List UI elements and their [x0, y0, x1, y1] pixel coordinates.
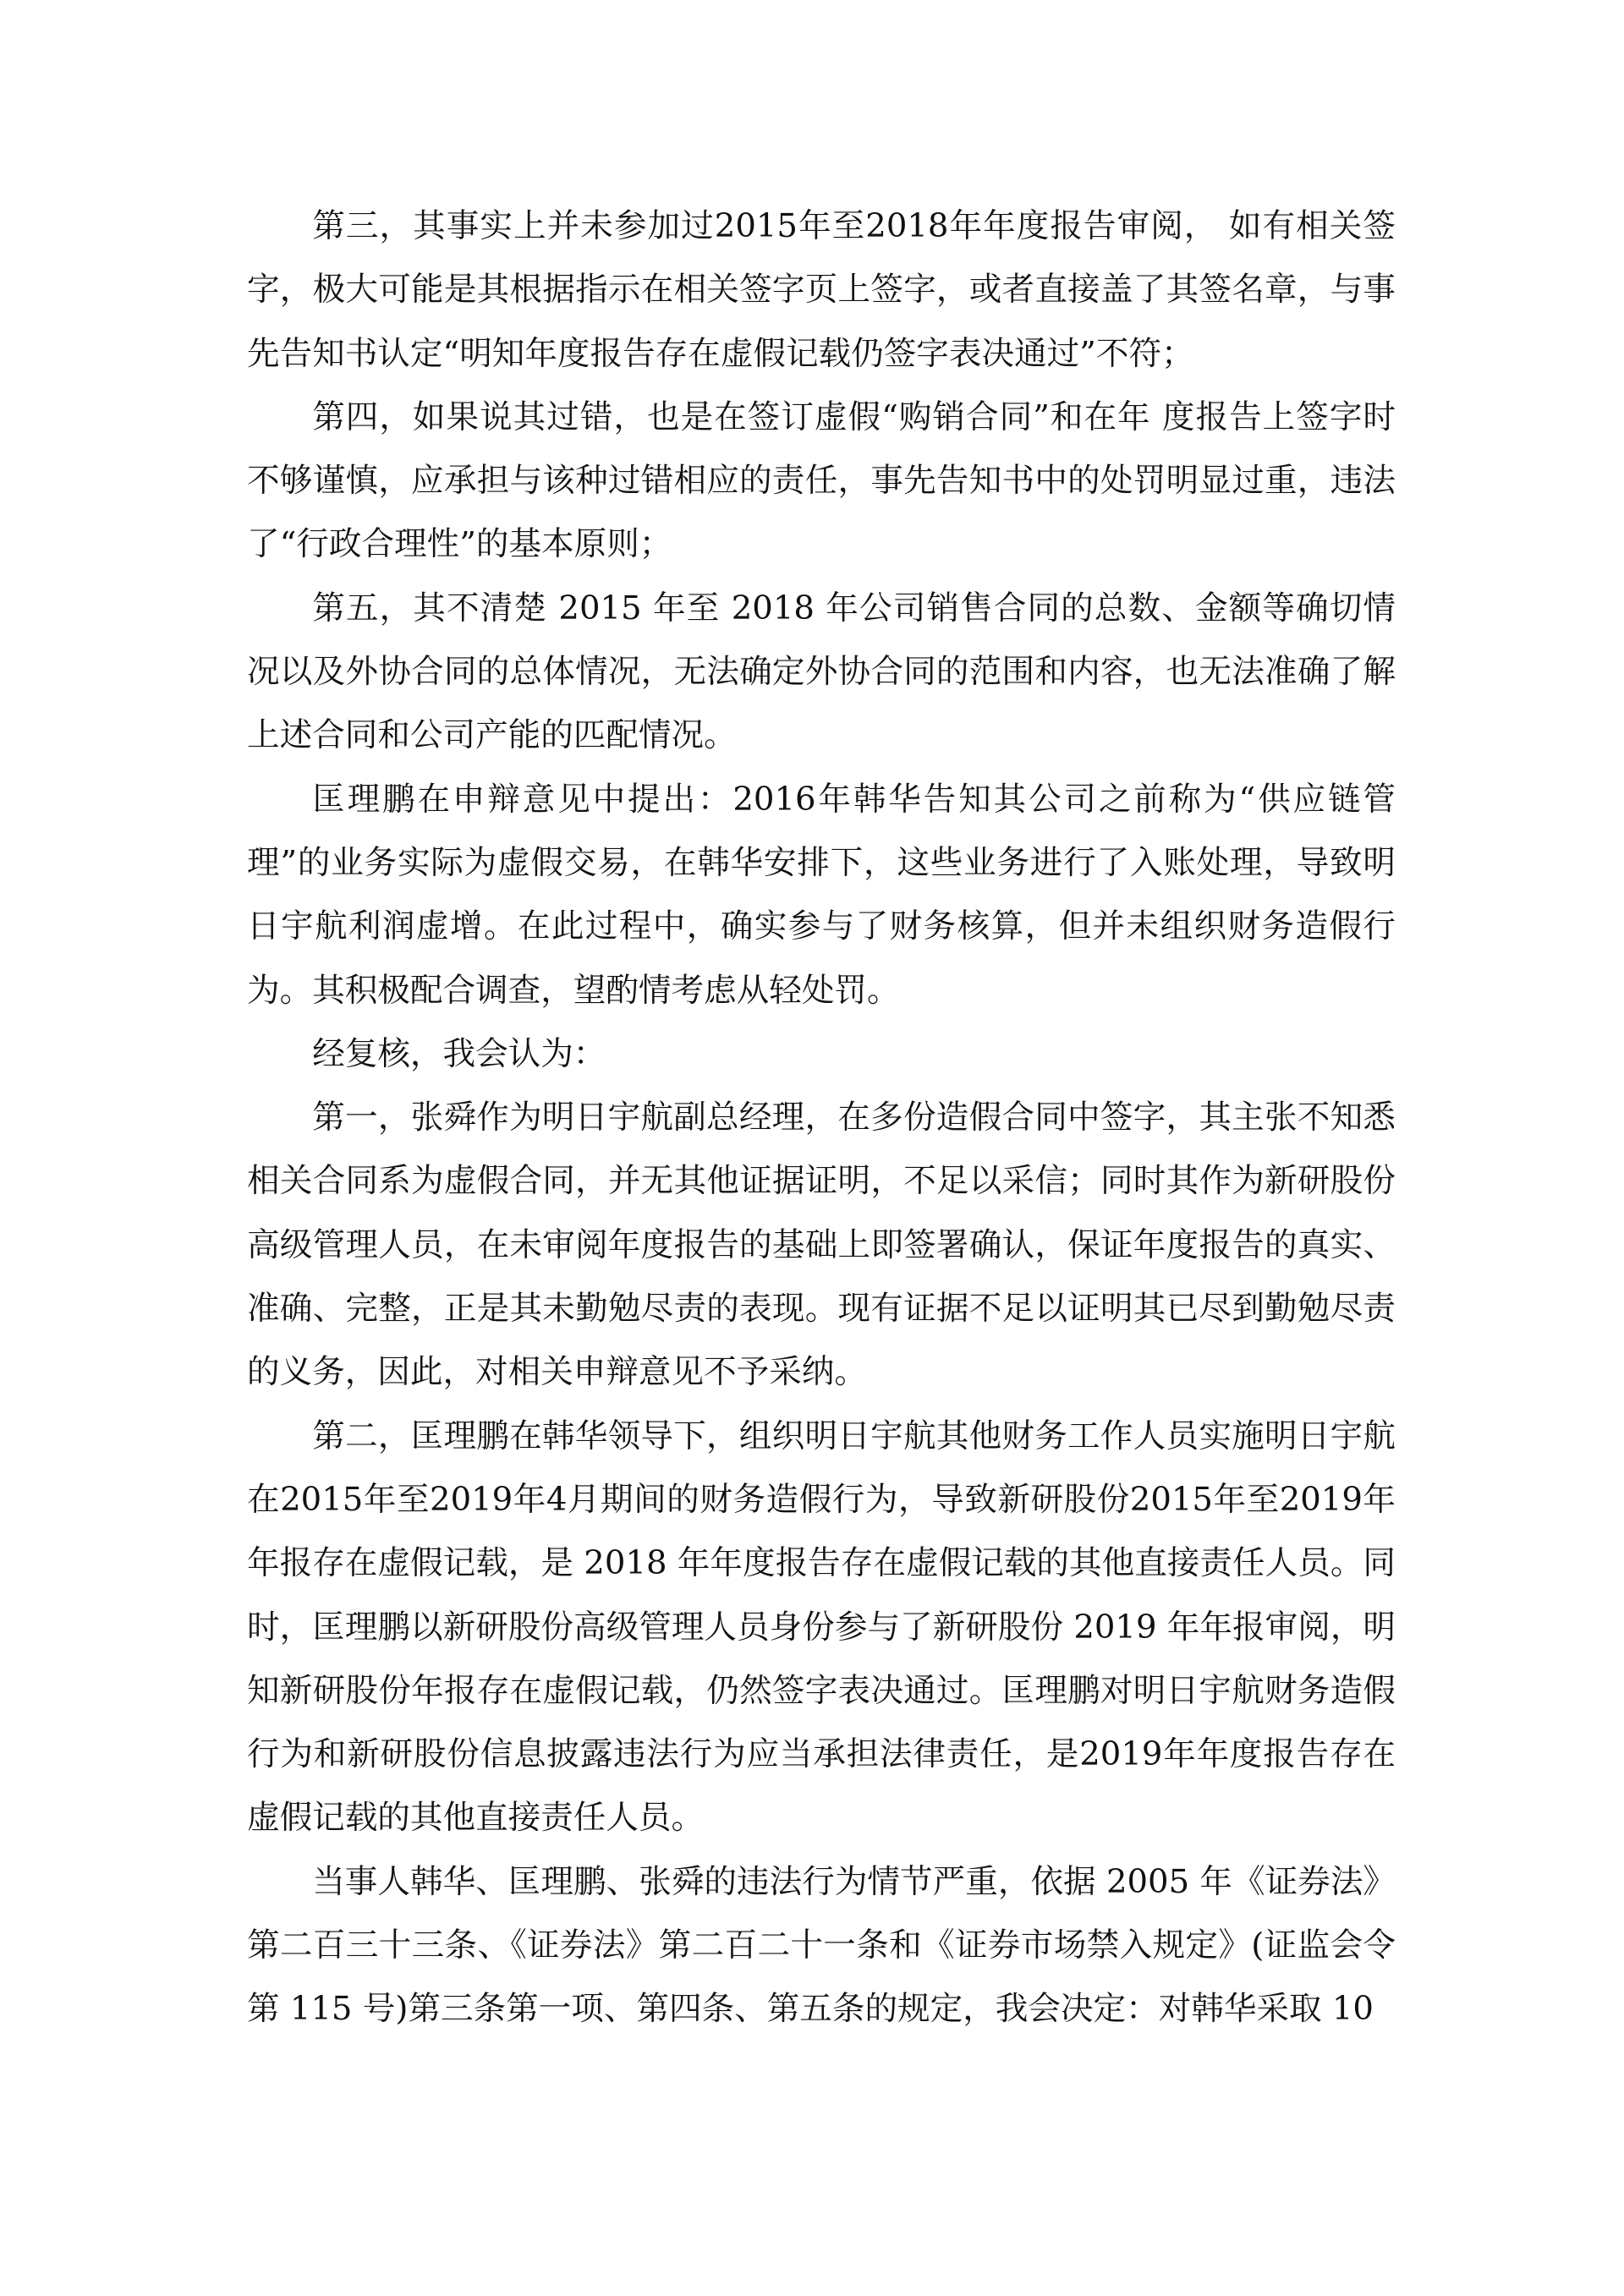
document-body [247, 195, 1396, 2041]
paragraph-review-second: 第二，匡理鹏在韩华领导下，组织明日宇航其他财务工作人员实施明日宇航在2015年至2019年4月期间的财务造假行为，导致新研股份2015年至2019年年报存在虚假记载，是 2018 年年度报告存在虚假记载的其他直接责任人员。同时，匡理鹏以新研股份高级管理人员身份参与了新研股份 2019 年年报审阅，明 知新研股份年报存在虚假记载，仍然签字表决通过。匡理鹏对明日宇航财务造假行为和新研股份信息披露违法行为应当承担法律责任，是2019年年度报告存在虚假记载的其他直接责任人员。 [247, 1417, 1396, 1838]
paragraph-review-first: 第一，张舜作为明日宇航副总经理，在多份造假合同中签字，其主张不知悉相关合同系为虚假合同，并无其他证据证明，不足以采信；同时其作为新研股份高级管理人员，在未审阅年度报告的基础上即签署确认，保证年度报告的真实、准确、完整，正是其未勤勉尽责的表现。现有证据不足以证明其已尽到勤勉尽责的义务，因此，对相关申辩意见不予采纳。 [247, 1099, 1396, 1392]
paragraph-review-intro: 经复核，我会认为： [312, 1034, 606, 1073]
paragraph-fourth-point: 第四，如果说其过错，也是在签订虚假“购销合同”和在年 度报告上签字时不够谨慎，应承担与该种过错相应的责任，事先告知书中的处罚明显过重，违法了“行政合理性”的基本原则； [247, 397, 1396, 564]
paragraph-third-point: 第三，其事实上并未参加过2015年至2018年年度报告审阅， 如有相关签字，极大可能是其根据指示在相关签字页上签字，或者直接盖了其签名章，与事先告知书认定“明知年度报告存在虚假记载仍签字表决通过”不符； [247, 207, 1396, 373]
paragraph-decision: 当事人韩华、匡理鹏、张舜的违法行为情节严重，依据 2005 年《证券法》第二百三十三条、《证券法》第二百二十一条和《证券市场禁入规定》(证监会令第 115 号)第三条第一项、第四条、第五条的规定，我会决定：对韩华采取 10 [247, 1862, 1396, 2029]
paragraph-fifth-point: 第五，其不清楚 2015 年至 2018 年公司销售合同的总数、金额等确切情况以及外协合同的总体情况，无法确定外协合同的范围和内容，也无法准确了解上述合同和公司产能的匹配情况。 [247, 589, 1396, 755]
paragraph-kuang-defense: 匡理鹏在申辩意见中提出：2016年韩华告知其公司之前称为“供应链管理”的业务实际为虚假交易，在韩华安排下，这些业务进行了入账处理，导致明日宇航利润虚增。在此过程中，确实参与了财务核算，但并未组织财务造假行为。其积极配合调查，望酌情考虑从轻处罚。 [247, 780, 1396, 1010]
